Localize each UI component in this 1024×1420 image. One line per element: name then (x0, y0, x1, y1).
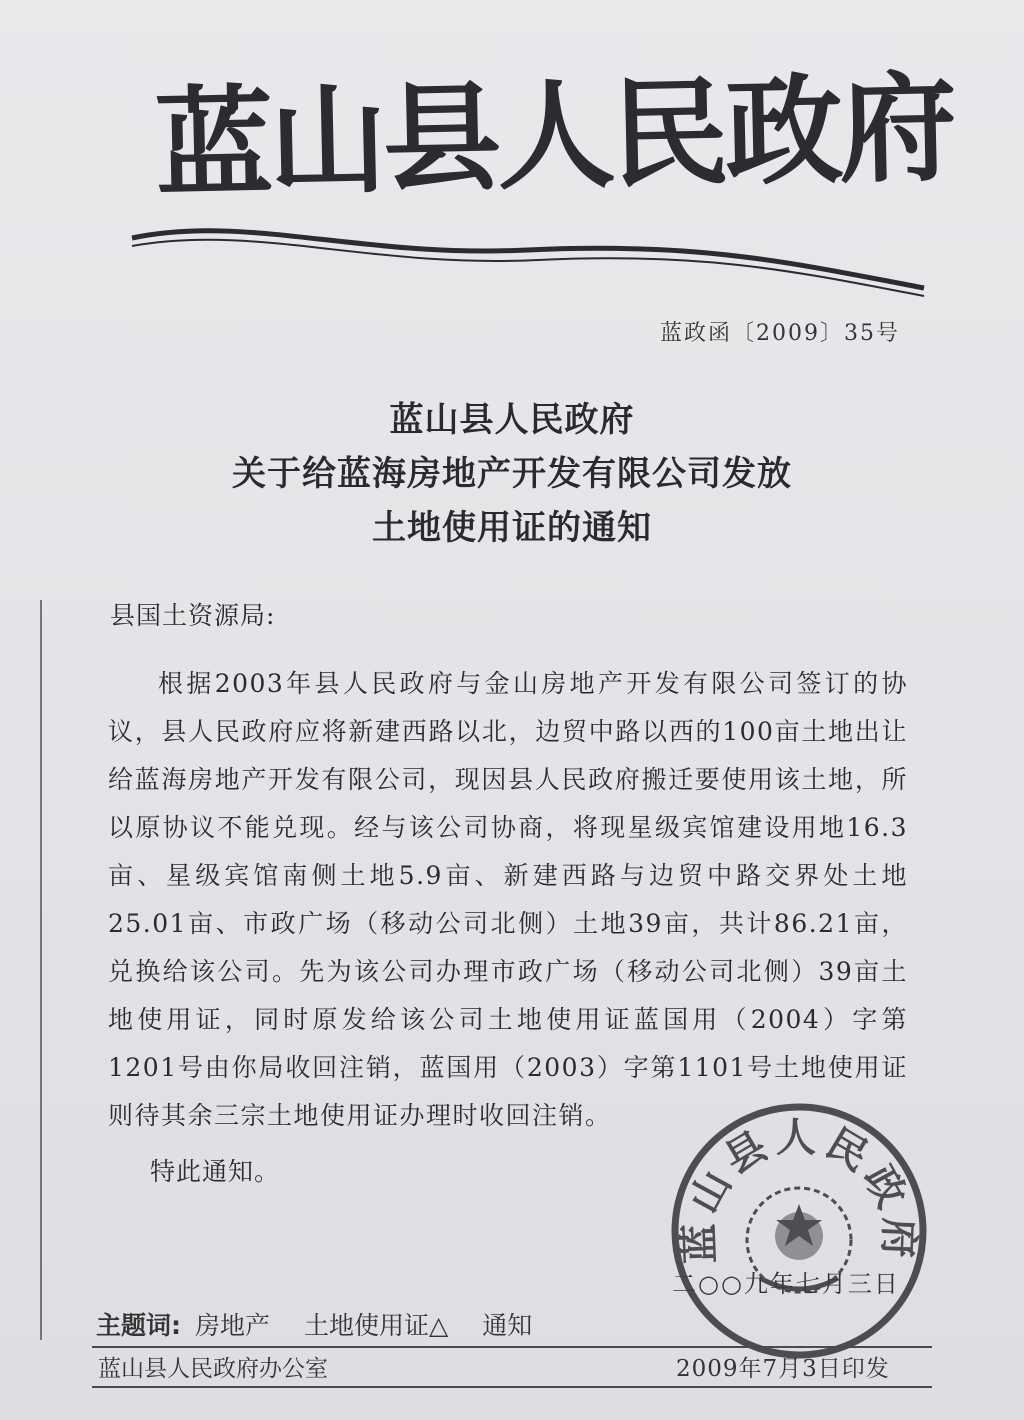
svg-text:蓝山县人民政府: 蓝山县人民政府 (676, 1114, 922, 1265)
keyword-item: 土地使用证△ (304, 1311, 449, 1340)
addressee: 县国土资源局: (110, 601, 276, 630)
footer-rule-top (92, 1346, 932, 1348)
keyword-item: 通知 (482, 1311, 533, 1340)
signature-date: 二○○九年七月三日 (672, 1270, 900, 1298)
footer-rule-bottom (92, 1386, 932, 1388)
document-number: 蓝政函〔2009〕35号 (660, 321, 900, 346)
official-seal-icon (668, 1100, 930, 1362)
subject-keywords (96, 1306, 596, 1342)
print-date: 2009年7月3日印发 (676, 1356, 890, 1382)
notice-body: 根据2003年县人民政府与金山房地产开发有限公司签订的协议，县人民政府应将新建西路以北，边贸中路以西的100亩土地出让给蓝海房地产开发有限公司，现因县人民政府搬迁要使用该土地，所以原协议不能兑现。经与该公司协商，将现星级宾馆建设用地16.3亩、星级宾馆南侧土地5.9亩、新建西路与边贸中路交界处土地25.01亩、市政广场（移动公司北侧）土地39亩，共计86.21亩，兑换给该公司。先为该公司办理市政广场（移动公司北侧）39亩土地使用证，同时原发给该公司土地使用证蓝国用（2004）字第1201号由你局收回注销，蓝国用（2003）字第1101号土地使用证则待其余三宗土地使用证办理时收回注销。 (108, 669, 908, 1130)
masthead-decorative-rule (128, 210, 928, 300)
margin-line (40, 600, 42, 1340)
notice-title-line-1: 蓝山县人民政府 (389, 400, 635, 440)
closing-phrase: 特此通知。 (150, 1157, 281, 1186)
masthead-title: 蓝山县人民政府 (153, 57, 955, 214)
keywords-label: 主题词: (96, 1311, 181, 1340)
notice-title-line-3: 土地使用证的通知 (372, 508, 652, 548)
issuing-office: 蓝山县人民政府办公室 (98, 1356, 328, 1382)
notice-title-line-2: 关于给蓝海房地产开发有限公司发放 (232, 454, 792, 494)
keyword-item: 房地产 (195, 1311, 271, 1340)
